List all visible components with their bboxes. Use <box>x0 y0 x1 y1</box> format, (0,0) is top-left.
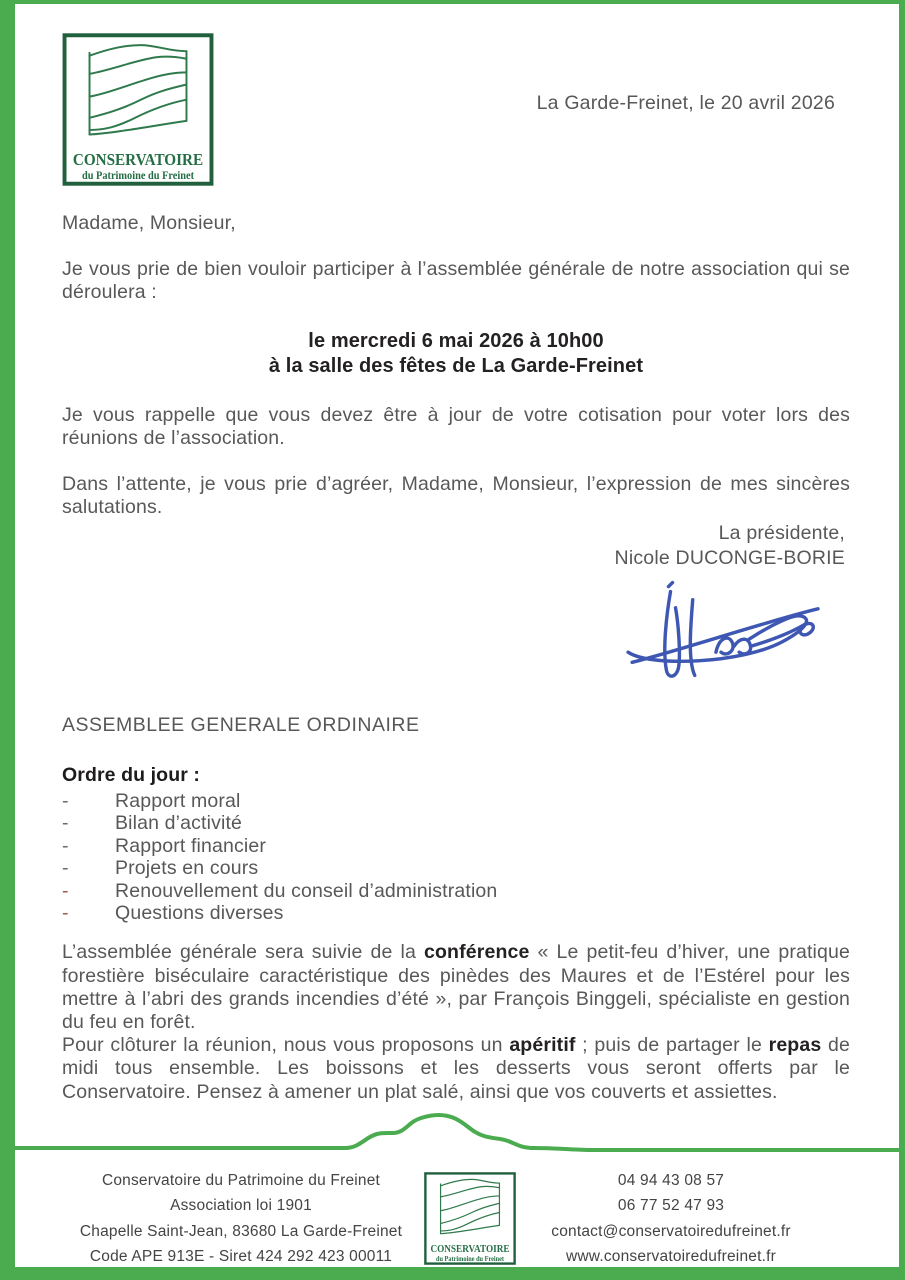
signer-block <box>615 521 845 570</box>
footer-website: www.conservatoiredufreinet.fr <box>566 1248 776 1266</box>
conference-text: L’assemblée générale sera suivie de la <box>62 941 424 964</box>
agenda-heading: Ordre du jour : <box>62 764 200 786</box>
signature-image <box>620 578 822 682</box>
agenda-item-label: Rapport moral <box>115 790 241 812</box>
footer-email: contact@conservatoiredufreinet.fr <box>551 1222 791 1240</box>
agenda-item <box>62 857 850 879</box>
conservatoire-logo-footer <box>424 1172 516 1265</box>
signer-name: Nicole DUCONGE-BORIE <box>614 546 845 569</box>
agenda-item-label: Projets en cours <box>115 857 259 880</box>
meal-text-mid: ; puis de partager le <box>575 1034 769 1057</box>
footer-org-name: Conservatoire du Patrimoine du Freinet <box>101 1172 381 1189</box>
conference-text-rest: « Le petit-feu d’hiver, une pratique forestière biséculaire caractéristique des pinèdes des Maures et de l’Estérel pour les mettre à l’abri des grands incendies d’été », par François Binggeli, spécialiste en gestion du feu en forêt. <box>62 941 851 1034</box>
meal-text-rest: de midi tous ensemble. Les boissons et les desserts vous seront offerts par le Conservatoire. Pensez à amener un plat salé, ainsi que vos couverts et assiettes. <box>62 1034 850 1103</box>
conference-bold-word: conférence <box>423 941 530 964</box>
agenda-item-label: Bilan d’activité <box>115 812 243 835</box>
salutation: Madame, Monsieur, <box>62 212 236 234</box>
agenda-item <box>62 835 850 857</box>
agenda-item <box>62 880 850 902</box>
aperitif-bold-word: apéritif <box>509 1034 576 1057</box>
footer-phone-2: 06 77 52 47 93 <box>617 1197 725 1215</box>
footer-org-address: Chapelle Saint-Jean, 83680 La Garde-Freinet <box>79 1222 403 1240</box>
conference-paragraph <box>62 941 850 1034</box>
signer-role: La présidente, <box>718 522 845 544</box>
footer-phone-1: 04 94 43 08 57 <box>617 1172 725 1189</box>
agenda-item-label: Rapport financier <box>115 834 267 857</box>
conference-and-meal-paragraphs <box>62 941 850 1103</box>
logo-subtitle: du Patrimoine du Freinet <box>81 170 195 183</box>
repas-bold-word: repas <box>768 1034 822 1057</box>
footer-org-type: Association loi 1901 <box>170 1197 312 1215</box>
agenda-dash: - <box>62 834 69 857</box>
conservatoire-logo <box>62 33 214 186</box>
agenda-item <box>62 790 850 812</box>
logo-title: CONSERVATOIRE <box>72 149 204 169</box>
page-border-right <box>899 0 905 1280</box>
logo-hill-contours <box>441 1179 500 1233</box>
agenda-item <box>62 812 850 834</box>
page-border-left <box>0 0 15 1280</box>
intro-paragraph: Je vous prie de bien vouloir participer à l’assemblée générale de notre association qui se déroulera : <box>62 258 850 304</box>
closing-paragraph: Dans l’attente, je vous prie d’agréer, Madame, Monsieur, l’expression de mes sincères salutations. <box>62 473 850 519</box>
agenda-dash: - <box>62 879 69 902</box>
meal-text: Pour clôturer la réunion, nous vous proposons un <box>62 1034 510 1057</box>
logo-subtitle: du Patrimoine du Freinet <box>435 1254 505 1263</box>
agenda-item <box>62 902 850 924</box>
letter-body <box>62 212 850 519</box>
agenda-item-label: Questions diverses <box>115 902 284 925</box>
agenda-dash: - <box>62 902 69 925</box>
agenda-item-label: Renouvellement du conseil d’administration <box>115 879 498 902</box>
event-place-line: à la salle des fêtes de La Garde-Freinet <box>268 354 644 377</box>
footer-contact <box>520 1168 822 1270</box>
footer-organisation <box>55 1168 427 1270</box>
assembly-section-title: ASSEMBLEE GENERALE ORDINAIRE <box>62 714 420 736</box>
footer-org-registration: Code APE 913E - Siret 424 292 423 00011 <box>89 1248 393 1266</box>
date-line: La Garde-Freinet, le 20 avril 2026 <box>536 92 835 114</box>
assembly-section <box>62 714 850 1104</box>
hill-contour-divider <box>15 1110 899 1158</box>
reminder-paragraph: Je vous rappelle que vous devez être à jour de votre cotisation pour voter lors des réunions de l’association. <box>62 403 850 449</box>
agenda-dash: - <box>62 857 69 880</box>
logo-title: CONSERVATOIRE <box>430 1244 510 1256</box>
agenda-dash: - <box>62 790 69 812</box>
event-details <box>62 329 850 379</box>
logo-hill-contours <box>90 45 187 134</box>
agenda-dash: - <box>62 812 69 835</box>
meal-paragraph <box>62 1034 850 1104</box>
event-date-line: le mercredi 6 mai 2026 à 10h00 <box>308 329 604 352</box>
page-border-top <box>0 0 905 4</box>
